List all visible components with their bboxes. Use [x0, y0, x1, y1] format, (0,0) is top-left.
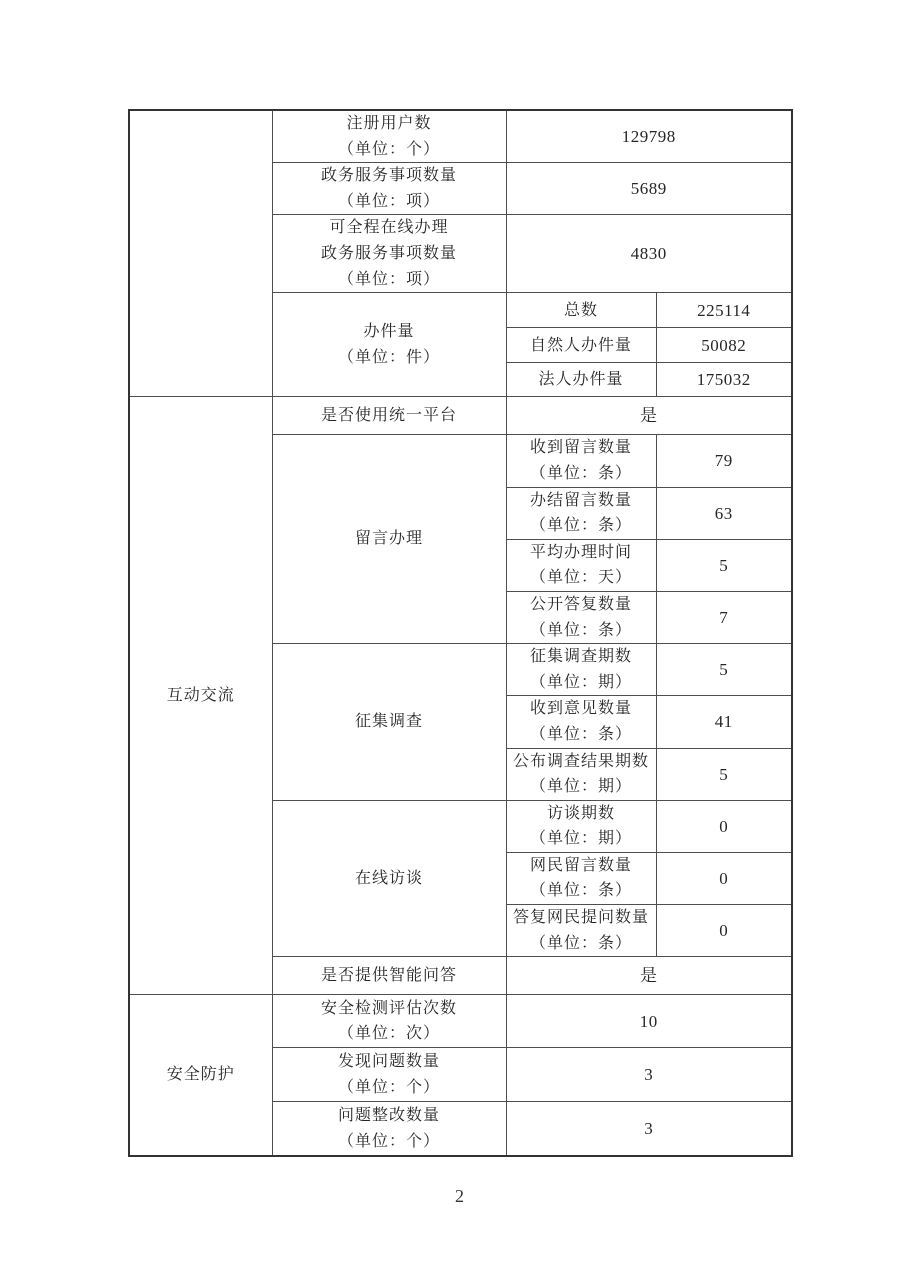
metric-label: 注册用户数 — [346, 115, 432, 132]
metric-value-smart-qa: 是 — [506, 957, 792, 995]
sub-label-survey-results-published — [506, 748, 656, 800]
table-row — [129, 397, 792, 435]
metric-label: 问题整改数量 — [337, 1106, 440, 1124]
sub-label-interview-periods — [506, 800, 656, 852]
metric-unit: （单位：次） — [337, 1025, 440, 1043]
metric-unit: （单位：个） — [337, 1132, 440, 1150]
metric-label: 可全程在线办理 — [329, 219, 449, 237]
sub-label-opinions-received — [506, 696, 656, 748]
sub-label: 征集调查期数 — [529, 648, 632, 666]
sub-value-natural-person: 50082 — [656, 328, 792, 363]
sub-value-public-replies: 7 — [656, 591, 792, 643]
sub-label: 收到意见数量 — [529, 700, 632, 718]
sub-label: 收到留言数量 — [529, 439, 632, 457]
sub-value-survey-results-published: 5 — [656, 748, 792, 800]
sub-label-average-handling-time — [506, 539, 656, 591]
table-row — [129, 995, 792, 1048]
report-table — [128, 109, 793, 1157]
table-row — [129, 110, 792, 163]
sub-unit: （单位：条） — [529, 517, 632, 535]
metric-label-unified-platform: 是否使用统一平台 — [272, 397, 506, 435]
sub-unit: （单位：期） — [529, 830, 632, 848]
group-label: 办件量 — [363, 323, 415, 341]
sub-label: 答复网民提问数量 — [512, 909, 649, 927]
metric-label-cell-registered-users — [272, 110, 506, 163]
sub-unit: （单位：期） — [529, 778, 632, 796]
metric-label-cell-online-service-items — [272, 215, 506, 293]
metric-value-security-assessments: 10 — [506, 995, 792, 1048]
category-cell-blank — [129, 110, 272, 397]
sub-label-public-replies — [506, 591, 656, 643]
sub-unit: （单位：条） — [529, 621, 632, 639]
sub-value-messages-resolved: 63 — [656, 487, 792, 539]
sub-label: 网民留言数量 — [529, 856, 632, 874]
metric-label: 政务服务事项数量 — [320, 167, 457, 185]
group-cell-surveys: 征集调查 — [272, 644, 506, 801]
metric-label: 安全检测评估次数 — [320, 999, 457, 1017]
metric-label-problems-found — [272, 1048, 506, 1102]
sub-value-legal-person: 175032 — [656, 363, 792, 397]
page-number: 2 — [455, 1186, 464, 1206]
sub-label-netizen-messages — [506, 852, 656, 904]
metric-label-cell-service-items — [272, 163, 506, 215]
metric-value-problems-found: 3 — [506, 1048, 792, 1102]
metric-label-security-assessments — [272, 995, 506, 1048]
sub-value-interview-periods: 0 — [656, 800, 792, 852]
metric-value-unified-platform: 是 — [506, 397, 792, 435]
sub-label: 公布调查结果期数 — [512, 752, 649, 770]
sub-value-survey-periods: 5 — [656, 644, 792, 696]
metric-value-registered-users: 129798 — [506, 110, 792, 163]
metric-value-online-service-items: 4830 — [506, 215, 792, 293]
sub-unit: （单位：条） — [529, 464, 632, 482]
metric-label-line2: 政务服务事项数量 — [320, 245, 457, 263]
sub-value-opinions-received: 41 — [656, 696, 792, 748]
sub-label-legal-person: 法人办件量 — [506, 363, 656, 397]
sub-unit: （单位：期） — [529, 673, 632, 691]
sub-label-messages-resolved — [506, 487, 656, 539]
metric-label-problems-rectified — [272, 1102, 506, 1156]
sub-label: 访谈期数 — [546, 804, 615, 822]
sub-label-survey-periods — [506, 644, 656, 696]
group-cell-online-interviews: 在线访谈 — [272, 800, 506, 957]
sub-label: 办结留言数量 — [529, 491, 632, 509]
metric-unit: （单位：个） — [337, 1078, 440, 1096]
metric-label-smart-qa: 是否提供智能问答 — [272, 957, 506, 995]
category-cell-security: 安全防护 — [129, 995, 272, 1156]
sub-unit: （单位：条） — [529, 882, 632, 900]
metric-value-problems-rectified: 3 — [506, 1102, 792, 1156]
metric-value-service-items: 5689 — [506, 163, 792, 215]
group-cell-message-handling: 留言办理 — [272, 435, 506, 644]
sub-label-messages-received — [506, 435, 656, 487]
metric-unit: （单位：项） — [337, 270, 440, 288]
sub-value-average-handling-time: 5 — [656, 539, 792, 591]
sub-unit: （单位：天） — [529, 569, 632, 587]
metric-label: 发现问题数量 — [337, 1053, 440, 1071]
group-cell-caseload — [272, 293, 506, 397]
sub-value-netizen-questions-answered: 0 — [656, 905, 792, 957]
sub-unit: （单位：条） — [529, 725, 632, 743]
sub-label-netizen-questions-answered — [506, 905, 656, 957]
sub-label: 公开答复数量 — [529, 595, 632, 613]
sub-value-netizen-messages: 0 — [656, 852, 792, 904]
sub-label: 平均办理时间 — [529, 543, 632, 561]
sub-label-total: 总数 — [506, 293, 656, 328]
sub-label-natural-person: 自然人办件量 — [506, 328, 656, 363]
metric-unit: （单位：项） — [337, 192, 440, 210]
metric-unit: （单位：个） — [337, 140, 440, 158]
sub-unit: （单位：条） — [529, 934, 632, 952]
group-unit: （单位：件） — [337, 348, 440, 366]
category-cell-interaction: 互动交流 — [129, 397, 272, 995]
sub-value-total: 225114 — [656, 293, 792, 328]
sub-value-messages-received: 79 — [656, 435, 792, 487]
